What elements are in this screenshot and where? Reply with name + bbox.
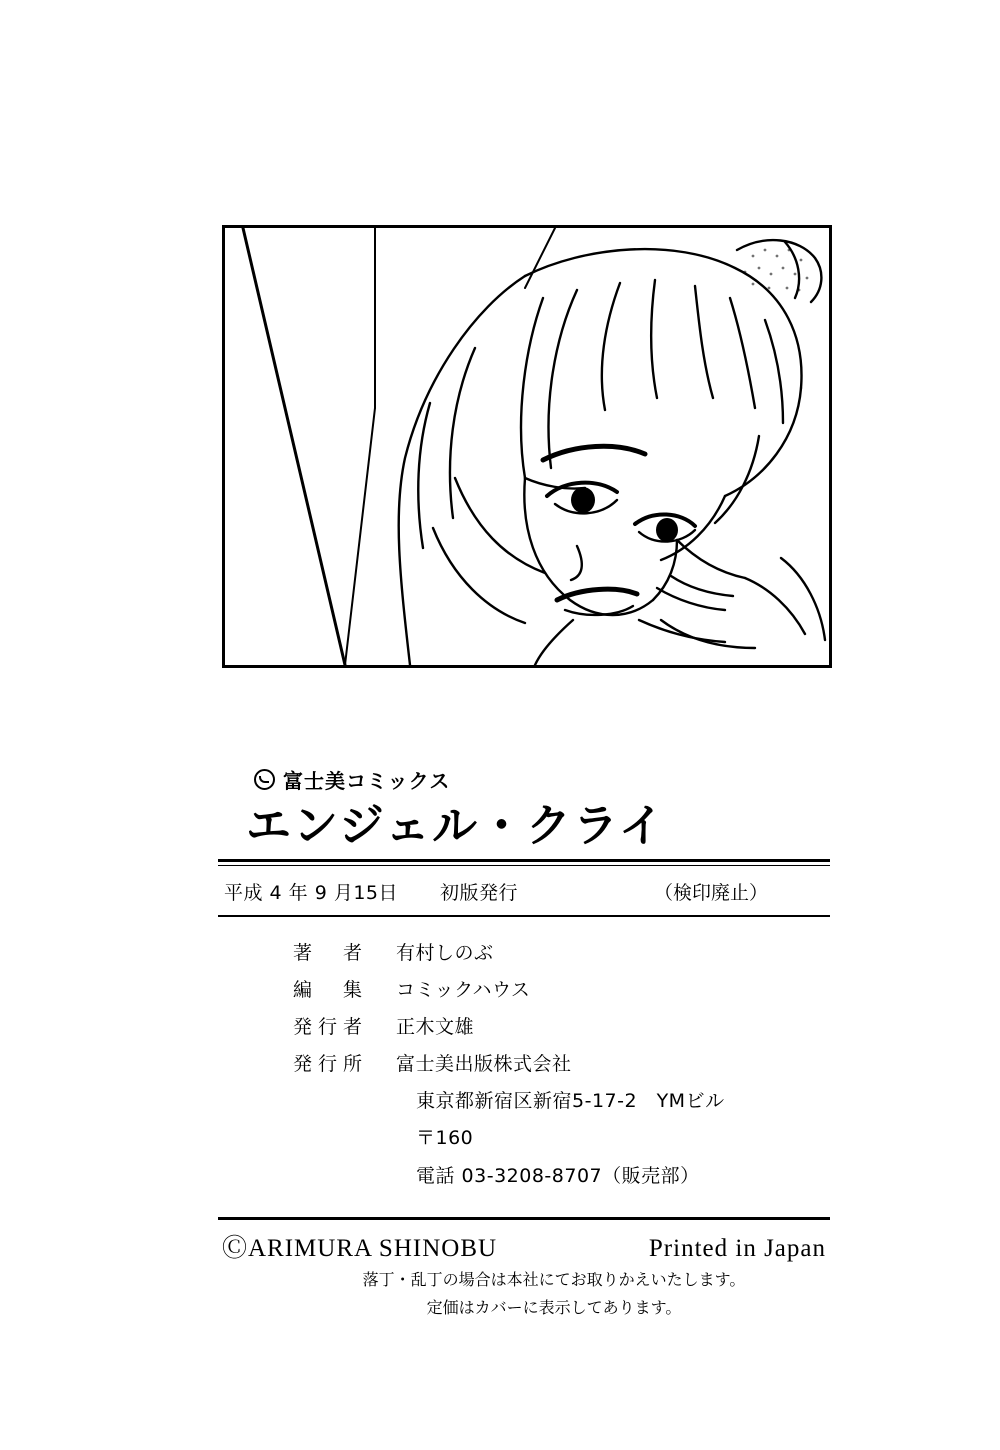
publisher-postal-code: 〒160 bbox=[416, 1127, 474, 1150]
title-rule bbox=[218, 859, 830, 866]
imprint-label: 富士美コミックス bbox=[283, 769, 451, 793]
publisher-address-line: 東京都新宿区新宿5-17-2 YMビル bbox=[416, 1090, 725, 1113]
footer-row bbox=[218, 1220, 830, 1264]
staff-label: 著 者 bbox=[292, 942, 368, 965]
colophon-block bbox=[218, 765, 830, 1321]
staff-label: 編 集 bbox=[292, 979, 368, 1002]
notice-line: 定価はカバーに表示してあります。 bbox=[426, 1298, 682, 1318]
staff-value: 正木文雄 bbox=[396, 1016, 475, 1039]
staff-value: 富士美出版株式会社 bbox=[396, 1053, 572, 1076]
staff-row bbox=[218, 935, 830, 972]
staff-value: 有村しのぶ bbox=[396, 942, 494, 965]
edition-label: 初版発行 bbox=[440, 882, 519, 905]
printed-in-label: Printed in Japan bbox=[648, 1234, 826, 1262]
illustration-panel bbox=[222, 225, 832, 668]
notice-line: 落丁・乱丁の場合は本社にてお取りかえいたします。 bbox=[362, 1269, 746, 1289]
staff-value: コミックハウス bbox=[396, 979, 531, 1002]
staff-row bbox=[218, 1009, 830, 1046]
page-title: エンジェル・クライ bbox=[246, 799, 666, 852]
staff-label: 発行者 bbox=[292, 1016, 368, 1039]
fujimi-logo-icon bbox=[254, 769, 275, 790]
staff-row bbox=[218, 972, 830, 1009]
seal-note: （検印廃止） bbox=[653, 882, 768, 905]
staff-list bbox=[218, 935, 830, 1194]
publication-row bbox=[218, 866, 830, 915]
staff-row bbox=[218, 1046, 830, 1083]
staff-label: 発行所 bbox=[292, 1053, 368, 1076]
imprint-row bbox=[254, 765, 830, 794]
publication-date: 平成 4 年 9 月15日 bbox=[224, 882, 399, 905]
copyright-notice: ⒸARIMURA SHINOBU bbox=[222, 1234, 498, 1262]
manga-illustration bbox=[225, 228, 829, 665]
publisher-phone: 電話 03-3208-8707（販売部） bbox=[416, 1164, 700, 1187]
publication-rule bbox=[218, 915, 830, 917]
